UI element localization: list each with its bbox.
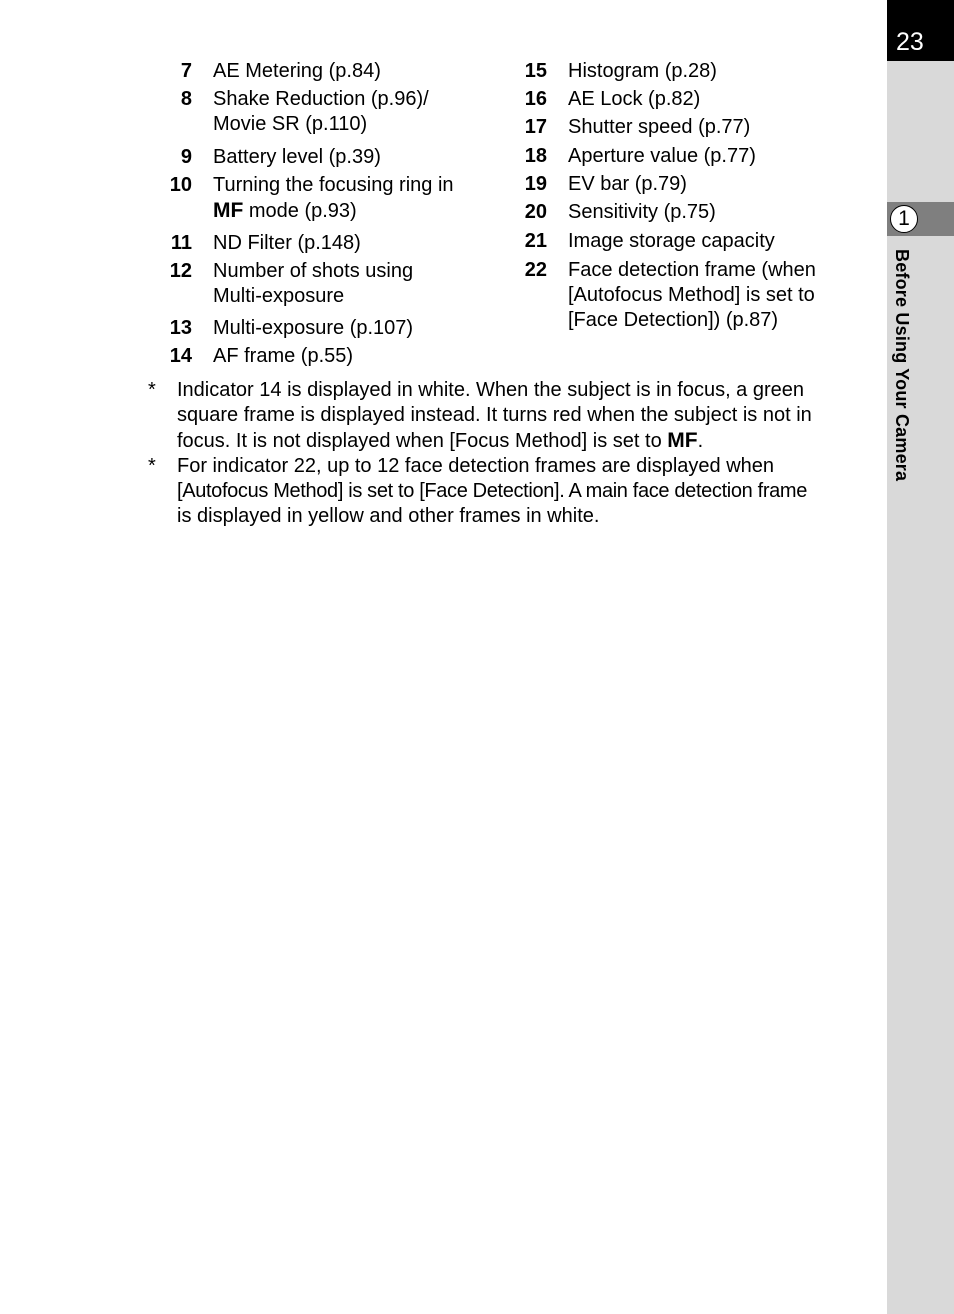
footnote-line: Indicator 14 is displayed in white. When the subject is in focus, a green [177,379,805,401]
list-item [155,231,485,256]
item-number: 18 [524,145,547,167]
list-item [508,59,868,84]
item-text-line: [Face Detection]) (p.87) [568,309,779,331]
item-text: Sensitivity (p.75) [568,201,716,223]
list-item [508,115,868,140]
item-text: AE Metering (p.84) [213,60,381,82]
item-text-line: [Autofocus Method] is set to [568,284,815,306]
footnote-mark: * [148,455,156,477]
item-number: 10 [169,174,192,196]
mf-mode-symbol: MF [213,199,244,222]
item-text: Shutter speed (p.77) [568,116,751,138]
item-text-line: Multi-exposure [213,285,345,307]
item-text: ND Filter (p.148) [213,232,361,254]
list-item [508,200,868,225]
item-number: 12 [169,260,192,282]
list-item [508,87,868,112]
footnote [148,378,868,454]
chapter-number: 1 [890,205,918,233]
list-item [155,173,485,224]
item-text: AF frame (p.55) [213,345,354,367]
list-item [155,59,485,84]
item-number: 21 [524,230,547,252]
item-text-line: Turning the focusing ring in [213,174,454,196]
item-text: EV bar (p.79) [568,173,687,195]
footnote-line: square frame is displayed instead. It turns red when the subject is not in [177,404,812,426]
footnote-line [177,428,868,454]
item-text: AE Lock (p.82) [568,88,701,110]
item-number: 19 [524,173,547,195]
item-text [192,87,429,137]
item-text [547,258,816,333]
item-number: 8 [180,88,192,110]
footnote-mark: * [148,379,156,401]
item-text-fragment: mode (p.93) [243,200,357,222]
item-number: 13 [169,317,192,339]
item-text [192,259,413,309]
footnote-text [177,378,868,454]
list-item [508,144,868,169]
list-item [508,229,868,254]
indicator-list-right [508,59,868,336]
item-text [192,173,454,224]
item-text-line [213,198,454,224]
list-item [155,316,485,341]
footnote-text [177,454,868,529]
footnote [148,454,868,529]
footnotes [148,378,868,529]
item-text: Image storage capacity [568,230,775,252]
chapter-title: Before Using Your Camera [892,249,912,482]
item-number: 15 [524,60,547,82]
list-item [508,258,868,333]
chapter-sidebar [887,0,954,1314]
item-text-line: Movie SR (p.110) [213,113,368,135]
item-text: Battery level (p.39) [213,146,381,168]
item-number: 22 [524,259,547,281]
footnote-line: For indicator 22, up to 12 face detection frames are displayed when [177,455,775,477]
footnote-fragment: focus. It is not displayed when [Focus Method] is set to [177,430,668,452]
item-number: 9 [180,146,192,168]
item-text-line: Shake Reduction (p.96)/ [213,88,429,110]
list-item [508,172,868,197]
indicator-list-left [155,59,485,372]
mf-mode-symbol: MF [667,429,698,452]
item-number: 14 [169,345,192,367]
item-number: 20 [524,201,547,223]
item-text-line: Face detection frame (when [568,259,816,281]
list-item [155,87,485,137]
list-item [155,145,485,170]
item-text: Multi-exposure (p.107) [213,317,414,339]
footnote-fragment: . [697,430,704,452]
list-item [155,259,485,309]
list-item [155,344,485,369]
item-number: 16 [524,88,547,110]
page-number: 23 [887,0,954,61]
item-number: 11 [170,232,192,254]
item-number: 17 [524,116,547,138]
item-text-line: Number of shots using [213,260,414,282]
item-text: Aperture value (p.77) [568,145,756,167]
footnote-line: [Autofocus Method] is set to [Face Detection]. A main face detection frame [177,480,807,502]
item-text: Histogram (p.28) [568,60,717,82]
item-number: 7 [180,60,192,82]
footnote-line: is displayed in yellow and other frames in white. [177,505,600,527]
